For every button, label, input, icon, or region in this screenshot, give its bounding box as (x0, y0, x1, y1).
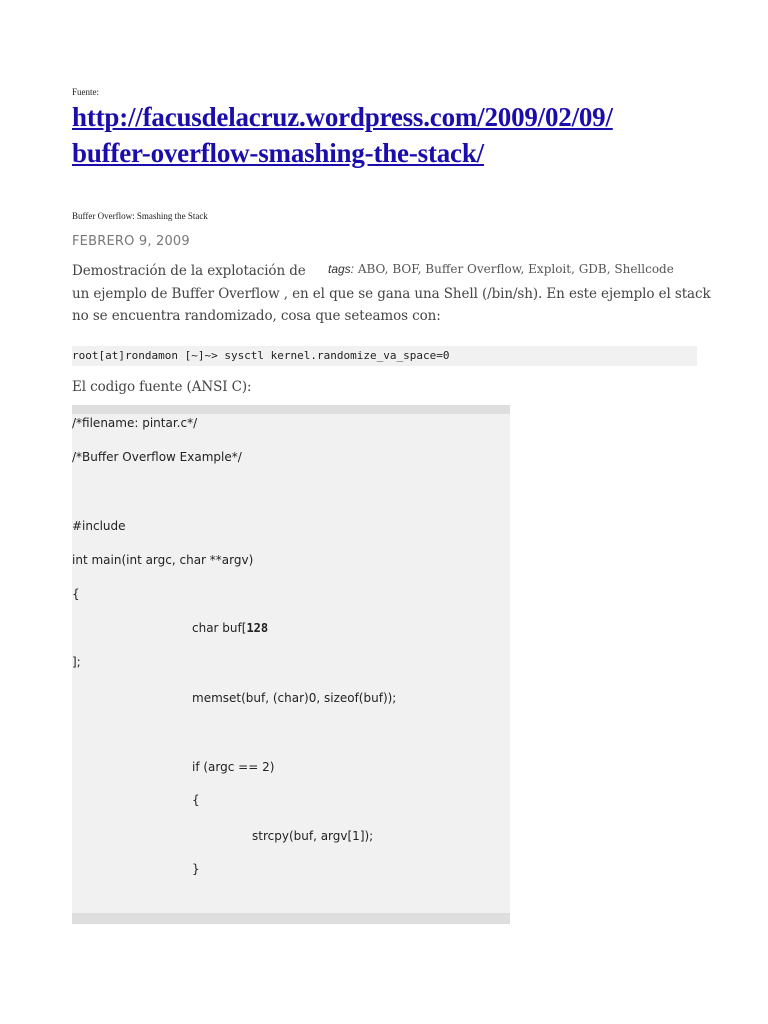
code-line-main: int main(int argc, char **argv) (72, 553, 254, 567)
source-label: Fuente: (72, 87, 99, 97)
code-line-strcpy: strcpy(buf, argv[1]); (252, 829, 374, 843)
post-title: Buffer Overflow: Smashing the Stack (72, 211, 208, 221)
post-date: FEBRERO 9, 2009 (72, 234, 190, 249)
tags-list: ABO, BOF, Buffer Overflow, Exploit, GDB, Shellcode (357, 262, 674, 276)
source-code-heading: El codigo fuente (ANSI C): (72, 379, 252, 395)
code-line-if-close: } (192, 862, 200, 876)
code-line-if-open: { (192, 793, 200, 807)
code-line-comment: /*Buffer Overflow Example*/ (72, 450, 242, 464)
code-char-buf-size: 128 (246, 621, 269, 635)
source-link[interactable]: http://facusdelacruz.wordpress.com/2009/02/09/ (72, 102, 613, 132)
code-line-close-bracket: ]; (72, 655, 81, 669)
code-block-bottom-border (72, 913, 510, 924)
code-line-filename: /*filename: pintar.c*/ (72, 416, 198, 430)
code-block (72, 405, 510, 924)
code-line-include: #include (72, 519, 126, 533)
code-line-memset: memset(buf, (char)0, sizeof(buf)); (192, 691, 397, 705)
intro-text-line-1: Demostración de la explotación de (72, 263, 306, 279)
tags-label: tags: (328, 262, 355, 276)
post-tags (328, 262, 674, 276)
code-line-open-brace: { (72, 587, 80, 601)
code-line-if: if (argc == 2) (192, 760, 275, 774)
source-link-continuation[interactable]: buffer-overflow-smashing-the-stack/ (72, 138, 484, 168)
intro-text-line-2: un ejemplo de Buffer Overflow , en el que se gana una Shell (/bin/sh). En este ejemplo el stack (72, 286, 711, 302)
code-char-buf-text: char buf[ (192, 621, 247, 635)
code-line-char-buf (192, 621, 268, 635)
code-block-top-border (72, 405, 510, 414)
command-text: root[at]rondamon [~]~> sysctl kernel.randomize_va_space=0 (72, 349, 450, 362)
intro-text-line-3: no se encuentra randomizado, cosa que seteamos con: (72, 308, 441, 324)
